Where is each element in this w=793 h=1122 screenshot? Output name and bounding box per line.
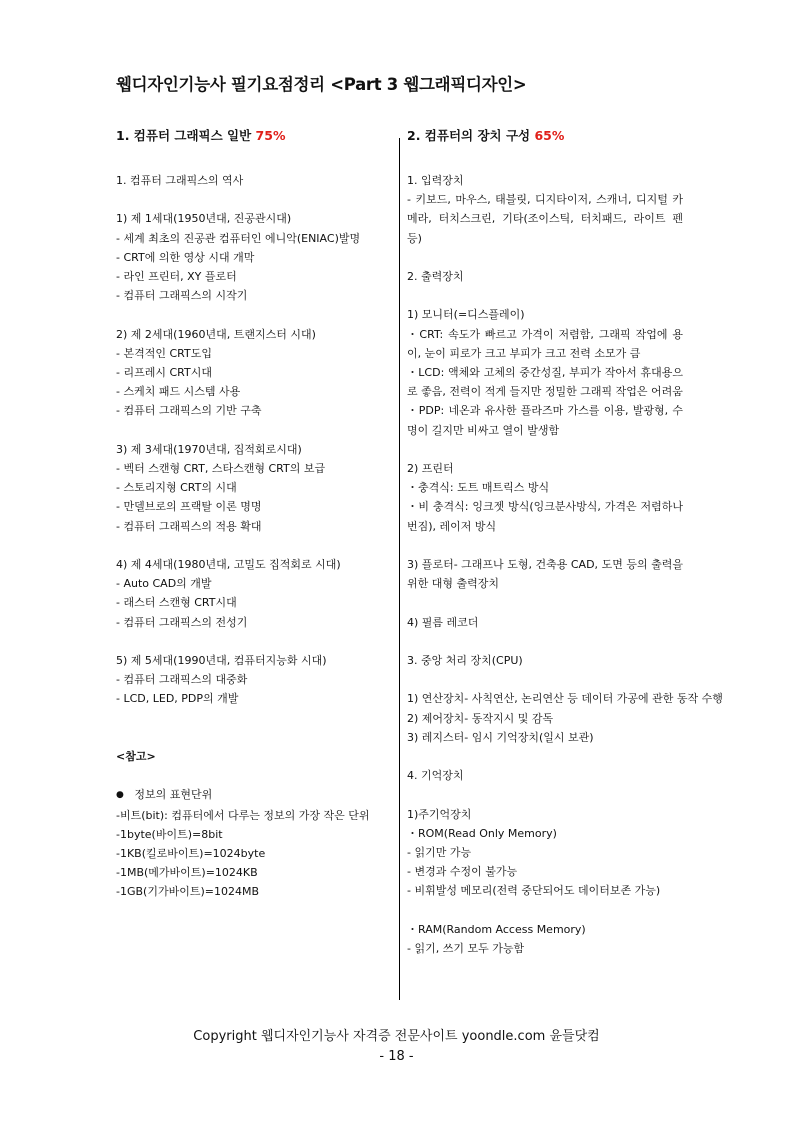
text-line: 2) 프린터 [407,462,454,475]
text-line: 4) 제 4세대(1980년대, 고밀도 집적회로 시대) [116,558,341,571]
blank-line [407,785,683,804]
text-line: 3) 플로터- 그래프나 도형, 건축용 CAD, 도면 등의 출력을 위한 대형 출력장치 [407,558,683,591]
right-column [407,126,723,958]
blank-line [116,766,392,785]
text-line: - 컴퓨터 그래픽스의 전성기 [116,615,248,629]
text-line: - 벡터 스캔형 CRT, 스타스캔형 CRT의 보급 [116,462,326,475]
blank-line [407,440,683,459]
blank-line [407,747,683,766]
blank-line [407,670,683,689]
text-line: 1)주기억장치 [407,807,472,821]
blank-line [407,901,683,920]
bullet-icon: ● [116,790,124,801]
reference-bullet-title: 정보의 표현단위 [134,788,213,802]
text-line: ・ROM(Read Only Memory) [407,826,557,840]
text-line: ・CRT: 속도가 빠르고 가격이 저렴함, 그래픽 작업에 용이, 눈이 피로가 크고 부피가 크고 전력 소모가 큼 [407,327,683,360]
text-line: - 리프레시 CRT시대 [116,366,212,379]
text-line: 1) 제 1세대(1950년대, 진공관시대) [116,212,292,226]
page-title: 웹디자인기능사 필기요점정리 <Part 3 웹그래픽디자인> [116,75,527,94]
blank-line [116,190,392,209]
left-column-heading [116,126,392,146]
left-heading-percent: 75% [255,128,286,143]
reference-line: -1KB(킬로바이트)=1024byte [116,846,266,860]
text-line: - 읽기, 쓰기 모두 가능함 [407,941,525,955]
text-line: - Auto CAD의 개발 [116,577,212,591]
reference-bullet [116,785,392,805]
footer [0,1027,793,1067]
text-line: 1) 연산장치- 사칙연산, 논리연산 등 데이터 가공에 관한 동작 수행 [407,692,723,706]
text-line: 2) 제어장치- 동작지시 및 감독 [407,711,554,725]
text-line: 2. 출력장치 [407,270,464,283]
reference-line: -비트(bit): 컴퓨터에서 다루는 정보의 가장 작은 단위 [116,808,370,822]
text-line: - 라인 프린터, XY 플로터 [116,270,237,283]
text-line: - 변경과 수정이 불가능 [407,865,518,879]
text-line: - 컴퓨터 그래픽스의 대중화 [116,673,248,687]
text-line: - 본격적인 CRT도입 [116,346,212,360]
text-line: 1. 입력장치 [407,174,464,187]
text-line: 3. 중앙 처리 장치(CPU) [407,653,523,667]
text-line: - LCD, LED, PDP의 개발 [116,692,239,706]
blank-line [407,536,683,555]
left-heading-text: 1. 컴퓨터 그래픽스 일반 [116,128,252,143]
blank-line [407,248,683,267]
blank-line [116,305,392,324]
blank-line [116,421,392,440]
text-line: 4. 기억장치 [407,769,464,783]
blank-line [116,728,392,747]
blank-line [116,709,392,728]
text-line: - 읽기만 가능 [407,845,472,859]
left-column [116,126,392,902]
text-line: ・PDP: 네온과 유사한 플라즈마 가스를 이용, 발광형, 수명이 길지만 비싸고 열이 발생함 [407,404,683,437]
text-line: 1) 모니터(=디스플레이) [407,308,525,322]
column-divider [399,138,400,1000]
blank-line [407,593,683,612]
text-line: 3) 제 3세대(1970년대, 집적회로시대) [116,442,302,456]
reference-line: -1GB(기가바이트)=1024MB [116,885,259,899]
text-line: - 컴퓨터 그래픽스의 기반 구축 [116,404,262,418]
text-line: 2) 제 2세대(1960년대, 트랜지스터 시대) [116,327,316,341]
right-heading-text: 2. 컴퓨터의 장치 구성 [407,128,531,143]
blank-line [407,286,683,305]
text-line: - 스케치 패드 시스템 사용 [116,385,241,399]
copyright-text: Copyright 웹디자인기능사 자격증 전문사이트 yoondle.com 윤들닷컴 [193,1029,600,1044]
left-content [116,171,392,747]
text-line: 3) 레지스터- 임시 기억장치(일시 보관) [407,730,594,744]
reference-label: <참고> [116,749,156,763]
blank-line [116,536,392,555]
text-line: - CRT에 의한 영상 시대 개막 [116,250,255,264]
text-line: - 세계 최초의 진공관 컴퓨터인 에니악(ENIAC)발명 [116,231,361,245]
blank-line [407,632,683,651]
text-line: - 컴퓨터 그래픽스의 시작기 [116,289,248,303]
text-line: ・LCD: 액체와 고체의 중간성질, 부피가 작아서 휴대용으로 좋음, 전력이 적게 들지만 정밀한 그래픽 작업은 어려움 [407,366,683,399]
text-line: - 만델브로의 프랙탈 이론 명명 [116,500,262,514]
reference-line: -1byte(바이트)=8bit [116,827,223,841]
reference-content [116,806,392,902]
text-line: - 컴퓨터 그래픽스의 적용 확대 [116,519,262,533]
right-column-heading [407,126,683,146]
right-content [407,171,723,958]
right-heading-percent: 65% [534,128,565,143]
text-line: 4) 필름 레코더 [407,615,479,629]
text-line: ・비 충격식: 잉크젯 방식(잉크분사방식, 가격은 저렴하나 번짐), 레이저 방식 [407,500,683,533]
text-line: - 래스터 스캔형 CRT시대 [116,596,237,610]
text-line: 1. 컴퓨터 그래픽스의 역사 [116,174,244,187]
text-line: - 비휘발성 메모리(전력 중단되어도 데이터보존 가능) [407,884,661,898]
text-line: - 스토리지형 CRT의 시대 [116,481,237,495]
text-line: - 키보드, 마우스, 태블릿, 디지타이저, 스캐너, 디지털 카메라, 터치스크린, 기타(조이스틱, 터치패드, 라이트 펜 등) [407,193,683,245]
text-line: ・RAM(Random Access Memory) [407,922,586,936]
blank-line [116,632,392,651]
text-line: ・충격식: 도트 매트릭스 방식 [407,481,550,495]
page-number: - 18 - [379,1049,414,1064]
text-line: 5) 제 5세대(1990년대, 컴퓨터지능화 시대) [116,654,327,667]
reference-line: -1MB(메가바이트)=1024KB [116,866,258,880]
